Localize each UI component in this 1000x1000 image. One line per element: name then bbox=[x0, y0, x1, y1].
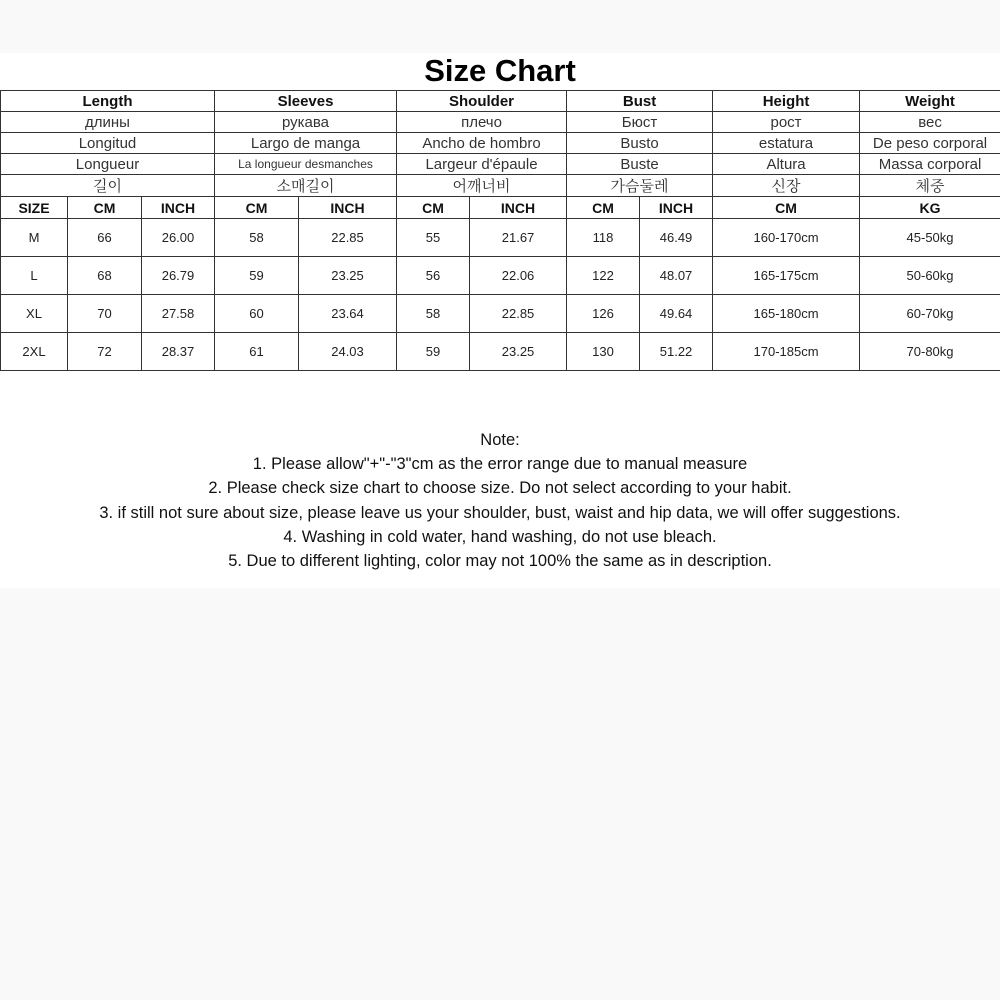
data-cell: 49.64 bbox=[640, 295, 713, 333]
header-height: Height bbox=[713, 91, 860, 112]
unit-cell: KG bbox=[860, 197, 1000, 219]
header-shoulder-ko: 어깨너비 bbox=[397, 175, 567, 197]
header-row-korean bbox=[1, 175, 1000, 197]
header-row-spanish bbox=[1, 133, 1000, 154]
header-weight-es: De peso corporal bbox=[860, 133, 1000, 154]
header-row-english bbox=[1, 91, 1000, 112]
data-cell: 130 bbox=[567, 333, 640, 371]
header-shoulder-es: Ancho de hombro bbox=[397, 133, 567, 154]
header-height-ru: рост bbox=[713, 112, 860, 133]
header-weight-ru: вес bbox=[860, 112, 1000, 133]
header-sleeves-es: Largo de manga bbox=[215, 133, 397, 154]
data-cell: 122 bbox=[567, 257, 640, 295]
data-cell: 23.25 bbox=[299, 257, 397, 295]
data-cell: 61 bbox=[215, 333, 299, 371]
header-bust-es: Busto bbox=[567, 133, 713, 154]
data-cell: 50-60kg bbox=[860, 257, 1000, 295]
header-row-russian bbox=[1, 112, 1000, 133]
note-item: 1. Please allow"+"-"3"cm as the error range due to manual measure bbox=[252, 455, 748, 474]
data-cell: 26.79 bbox=[142, 257, 215, 295]
header-shoulder-ru: плечо bbox=[397, 112, 567, 133]
note-item: 5. Due to different lighting, color may not 100% the same as in description. bbox=[228, 552, 772, 571]
header-sleeves-ko: 소매길이 bbox=[215, 175, 397, 197]
data-cell: 22.85 bbox=[299, 219, 397, 257]
header-length: Length bbox=[1, 91, 215, 112]
data-cell: 22.06 bbox=[470, 257, 567, 295]
unit-cell: CM bbox=[68, 197, 142, 219]
unit-cell: INCH bbox=[142, 197, 215, 219]
data-cell: 70 bbox=[68, 295, 142, 333]
header-weight-ko: 체중 bbox=[860, 175, 1000, 197]
data-cell: 27.58 bbox=[142, 295, 215, 333]
data-cell: 170-185cm bbox=[713, 333, 860, 371]
header-length-ru: длины bbox=[1, 112, 215, 133]
data-cell: 22.85 bbox=[470, 295, 567, 333]
data-cell: 56 bbox=[397, 257, 470, 295]
note-item: 4. Washing in cold water, hand washing, do not use bleach. bbox=[283, 527, 717, 546]
data-cell: 68 bbox=[68, 257, 142, 295]
header-height-fr: Altura bbox=[713, 154, 860, 175]
header-weight-fr: Massa corporal bbox=[860, 154, 1000, 175]
data-cell: 66 bbox=[68, 219, 142, 257]
data-cell: 59 bbox=[397, 333, 470, 371]
header-sleeves-ru: рукава bbox=[215, 112, 397, 133]
header-height-ko: 신장 bbox=[713, 175, 860, 197]
data-cell: 23.25 bbox=[470, 333, 567, 371]
table-row bbox=[1, 333, 1000, 371]
data-cell: 26.00 bbox=[142, 219, 215, 257]
unit-cell: CM bbox=[567, 197, 640, 219]
data-cell: 46.49 bbox=[640, 219, 713, 257]
data-cell: 126 bbox=[567, 295, 640, 333]
size-cell: L bbox=[1, 257, 68, 295]
data-cell: 160-170cm bbox=[713, 219, 860, 257]
data-cell: 21.67 bbox=[470, 219, 567, 257]
table-row bbox=[1, 295, 1000, 333]
data-cell: 24.03 bbox=[299, 333, 397, 371]
header-sleeves-fr: La longueur desmanches bbox=[215, 154, 397, 175]
notes-heading: Note: bbox=[480, 431, 520, 449]
data-cell: 45-50kg bbox=[860, 219, 1000, 257]
data-cell: 23.64 bbox=[299, 295, 397, 333]
header-length-es: Longitud bbox=[1, 133, 215, 154]
note-item: 3. if still not sure about size, please leave us your shoulder, bust, waist and hip data, we will offer suggestions. bbox=[99, 503, 901, 522]
page-title: Size Chart bbox=[424, 53, 576, 88]
data-cell: 72 bbox=[68, 333, 142, 371]
header-height-es: estatura bbox=[713, 133, 860, 154]
header-length-ko: 길이 bbox=[1, 175, 215, 197]
unit-cell: INCH bbox=[640, 197, 713, 219]
data-cell: 118 bbox=[567, 219, 640, 257]
size-cell: M bbox=[1, 219, 68, 257]
unit-cell: CM bbox=[397, 197, 470, 219]
table-row bbox=[1, 219, 1000, 257]
unit-cell: CM bbox=[713, 197, 860, 219]
data-cell: 59 bbox=[215, 257, 299, 295]
size-chart-table bbox=[0, 90, 1000, 371]
notes-section bbox=[0, 428, 1000, 573]
header-weight: Weight bbox=[860, 91, 1000, 112]
data-cell: 28.37 bbox=[142, 333, 215, 371]
data-cell: 48.07 bbox=[640, 257, 713, 295]
data-cell: 58 bbox=[397, 295, 470, 333]
data-cell: 58 bbox=[215, 219, 299, 257]
data-cell: 60-70kg bbox=[860, 295, 1000, 333]
data-cell: 60 bbox=[215, 295, 299, 333]
header-sleeves: Sleeves bbox=[215, 91, 397, 112]
data-cell: 51.22 bbox=[640, 333, 713, 371]
data-cell: 165-180cm bbox=[713, 295, 860, 333]
unit-cell: CM bbox=[215, 197, 299, 219]
data-cell: 55 bbox=[397, 219, 470, 257]
unit-cell: SIZE bbox=[1, 197, 68, 219]
size-cell: XL bbox=[1, 295, 68, 333]
table-row bbox=[1, 257, 1000, 295]
unit-row bbox=[1, 197, 1000, 219]
header-row-french bbox=[1, 154, 1000, 175]
header-bust-ko: 가슴둘레 bbox=[567, 175, 713, 197]
size-cell: 2XL bbox=[1, 333, 68, 371]
header-shoulder-fr: Largeur d'épaule bbox=[397, 154, 567, 175]
header-shoulder: Shoulder bbox=[397, 91, 567, 112]
unit-cell: INCH bbox=[470, 197, 567, 219]
size-chart-card bbox=[0, 53, 1000, 588]
header-bust-ru: Бюст bbox=[567, 112, 713, 133]
data-cell: 165-175cm bbox=[713, 257, 860, 295]
note-item: 2. Please check size chart to choose size. Do not select according to your habit. bbox=[208, 479, 792, 498]
header-length-fr: Longueur bbox=[1, 154, 215, 175]
header-bust-fr: Buste bbox=[567, 154, 713, 175]
unit-cell: INCH bbox=[299, 197, 397, 219]
data-cell: 70-80kg bbox=[860, 333, 1000, 371]
header-bust: Bust bbox=[567, 91, 713, 112]
